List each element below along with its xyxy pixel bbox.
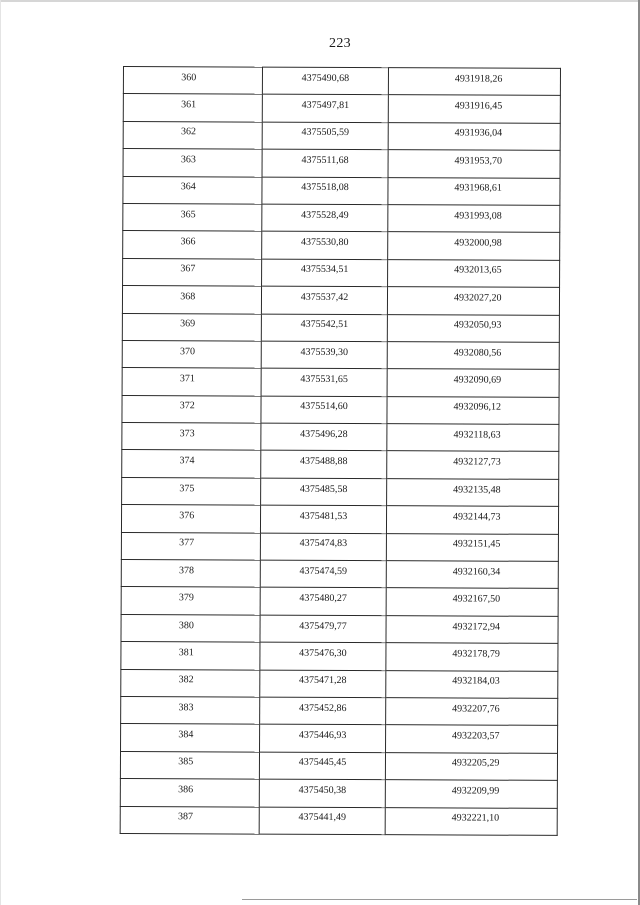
y-coordinate-cell [388,205,560,233]
table-row [123,176,560,205]
point-number-text: 385 [178,756,194,768]
table-row [122,450,559,479]
point-number-text: 377 [179,537,195,549]
table-row [121,560,558,589]
x-coordinate-cell [260,505,387,533]
x-coordinate-cell [261,314,388,342]
y-coordinate-cell [388,232,560,260]
x-coordinate-text: 4375496,28 [300,428,348,440]
x-coordinate-text: 4375471,28 [299,675,347,687]
x-coordinate-cell [262,122,389,150]
point-number-cell [121,696,260,724]
point-number-text: 379 [178,592,194,604]
y-coordinate-cell [386,752,558,780]
x-coordinate-text: 4375446,93 [298,729,347,742]
y-coordinate-text: 4931918,26 [454,73,503,85]
x-coordinate-cell [260,588,387,616]
y-coordinate-cell [386,670,558,698]
y-coordinate-text: 4932127,73 [453,456,501,468]
point-number-cell [122,395,261,423]
point-number-text: 371 [179,373,195,385]
table-row [120,751,557,780]
point-number-cell [121,642,260,670]
x-coordinate-cell [261,204,388,232]
point-number-text: 367 [180,263,196,275]
x-coordinate-cell [260,478,387,506]
x-coordinate-text: 4375542,51 [300,318,349,331]
x-coordinate-text: 4375514,60 [300,401,348,413]
x-coordinate-cell [261,259,388,287]
y-coordinate-cell [387,424,559,452]
table-row [121,696,558,725]
y-coordinate-cell [389,95,561,123]
point-number-text: 373 [179,428,195,440]
x-coordinate-text: 4375537,42 [300,291,349,303]
y-coordinate-cell [388,287,560,315]
page-number: 223 [329,36,351,51]
table-row [122,313,559,342]
point-number-cell [121,505,260,533]
table-row [121,532,558,561]
table-row [121,642,558,671]
table-row [122,340,559,369]
x-coordinate-text: 4375511,68 [301,154,349,166]
y-coordinate-cell [388,314,560,342]
point-number-text: 374 [179,455,195,467]
coordinates-table [120,66,561,836]
point-number-cell [122,477,261,505]
x-coordinate-cell [261,286,388,314]
y-coordinate-cell [388,259,560,287]
x-coordinate-text: 4375488,88 [300,455,348,468]
x-coordinate-cell [259,697,386,725]
table-row [120,806,557,835]
point-number-text: 362 [180,126,197,138]
y-coordinate-cell [389,68,561,96]
x-coordinate-cell [260,615,387,643]
x-coordinate-text: 4375490,68 [301,72,350,84]
y-coordinate-text: 4932144,73 [452,511,501,523]
y-coordinate-text: 4931968,61 [454,182,502,194]
y-coordinate-cell [389,122,561,150]
point-number-cell [123,231,262,259]
table-row [120,779,557,808]
y-coordinate-text: 4931936,04 [454,127,503,140]
y-coordinate-text: 4932090,69 [453,374,502,386]
table-row [122,368,559,397]
point-number-text: 365 [180,208,196,220]
y-coordinate-cell [387,506,559,534]
point-number-cell [123,94,262,122]
y-coordinate-cell [386,698,558,726]
point-number-cell [122,286,261,314]
point-number-text: 376 [179,510,195,522]
point-number-cell [121,560,260,588]
bottom-rule [242,899,637,900]
x-coordinate-text: 4375518,08 [301,182,349,194]
point-number-cell [121,724,260,752]
x-coordinate-text: 4375497,81 [301,99,350,112]
x-coordinate-cell [259,807,386,835]
y-coordinate-cell [387,561,559,589]
x-coordinate-cell [260,451,387,479]
y-coordinate-cell [387,479,559,507]
point-number-cell [120,751,259,779]
point-number-cell [123,121,262,149]
point-number-cell [122,313,261,341]
x-coordinate-cell [261,177,388,205]
y-coordinate-text: 4932207,76 [452,703,500,715]
point-number-text: 370 [179,345,196,357]
y-coordinate-text: 4932209,99 [451,785,500,797]
scan-top-edge [0,0,640,2]
point-number-text: 366 [180,236,196,248]
x-coordinate-cell [262,94,389,122]
point-number-text: 368 [180,291,196,303]
y-coordinate-cell [386,725,558,753]
y-coordinate-text: 4931916,45 [454,100,503,112]
table-row [123,149,560,178]
x-coordinate-text: 4375505,59 [301,127,349,139]
y-coordinate-text: 4932172,94 [452,620,501,633]
y-coordinate-text: 4932205,29 [451,757,500,770]
y-coordinate-cell [387,588,559,616]
x-coordinate-text: 4375480,27 [299,592,347,605]
table-row [123,203,560,232]
table-row [121,669,558,698]
x-coordinate-text: 4375474,59 [299,565,348,577]
table-row [122,286,559,315]
point-number-text: 364 [180,181,196,193]
x-coordinate-text: 4375534,51 [300,264,349,276]
x-coordinate-cell [261,231,388,259]
y-coordinate-text: 4932203,57 [452,730,500,742]
point-number-cell [123,176,262,204]
y-coordinate-cell [388,177,560,205]
point-number-cell [122,450,261,478]
y-coordinate-text: 4932050,93 [453,319,502,331]
y-coordinate-text: 4932167,50 [452,593,501,605]
table-row [121,587,558,616]
table-row [121,614,558,643]
point-number-text: 382 [178,674,194,686]
table-row [123,67,560,96]
x-coordinate-cell [259,752,386,780]
table-row [122,477,559,506]
table-row [121,724,558,753]
x-coordinate-text: 4375474,83 [299,538,348,550]
scan-left-edge [0,0,1,905]
y-coordinate-text: 4932184,03 [452,675,500,687]
y-coordinate-cell [387,451,559,479]
point-number-cell [122,423,261,451]
y-coordinate-cell [387,533,559,561]
y-coordinate-text: 4932135,48 [453,483,501,496]
point-number-text: 384 [178,729,194,741]
x-coordinate-cell [262,67,389,95]
x-coordinate-text: 4375531,65 [300,373,348,385]
y-coordinate-cell [388,342,560,370]
y-coordinate-cell [386,780,558,808]
point-number-text: 387 [177,811,194,823]
x-coordinate-cell [260,533,387,561]
x-coordinate-cell [259,779,386,807]
point-number-cell [120,779,259,807]
x-coordinate-text: 4375528,49 [301,209,349,221]
point-number-cell [122,368,261,396]
point-number-cell [122,340,261,368]
y-coordinate-cell [387,396,559,424]
y-coordinate-text: 4932013,65 [454,264,502,277]
x-coordinate-text: 4375539,30 [300,346,349,358]
coordinates-table-body [120,67,560,836]
point-number-cell [123,149,262,177]
table-row [123,258,560,287]
x-coordinate-text: 4375441,49 [298,812,346,824]
x-coordinate-text: 4375479,77 [299,620,347,632]
point-number-cell [123,67,262,95]
table-row [123,121,560,150]
table-row [123,94,560,123]
y-coordinate-text: 4932151,45 [452,538,501,550]
x-coordinate-text: 4375450,38 [298,784,347,796]
point-number-cell [123,258,262,286]
x-coordinate-text: 4375452,86 [298,702,347,714]
y-coordinate-text: 4931993,08 [454,210,502,222]
point-number-cell [123,203,262,231]
y-coordinate-text: 4932178,79 [452,648,500,660]
y-coordinate-text: 4932000,98 [454,237,502,249]
x-coordinate-text: 4375530,80 [300,236,349,249]
y-coordinate-text: 4932221,10 [451,812,500,824]
table-row [122,395,559,424]
table-row [121,505,558,534]
y-coordinate-text: 4932160,34 [452,566,501,578]
x-coordinate-text: 4375481,53 [299,510,348,522]
x-coordinate-text: 4375445,45 [298,757,347,769]
y-coordinate-cell [388,369,560,397]
point-number-text: 380 [178,619,194,631]
y-coordinate-cell [386,615,558,643]
y-coordinate-text: 4932080,56 [453,347,502,359]
y-coordinate-cell [386,643,558,671]
x-coordinate-cell [260,423,387,451]
x-coordinate-text: 4375476,30 [299,647,347,659]
x-coordinate-cell [261,368,388,396]
point-number-cell [121,532,260,560]
y-coordinate-cell [386,807,558,835]
x-coordinate-cell [259,670,386,698]
x-coordinate-cell [260,396,387,424]
point-number-cell [120,806,259,834]
point-number-text: 378 [179,564,195,577]
y-coordinate-text: 4931953,70 [454,155,503,167]
point-number-text: 383 [178,701,194,713]
table-row [123,231,560,260]
point-number-text: 386 [178,784,194,796]
point-number-cell [121,669,260,697]
x-coordinate-cell [259,724,386,752]
y-coordinate-text: 4932096,12 [453,401,502,414]
point-number-text: 361 [181,99,197,111]
x-coordinate-cell [262,149,389,177]
x-coordinate-text: 4375485,58 [299,483,348,495]
y-coordinate-cell [388,150,560,178]
point-number-text: 360 [181,71,197,84]
y-coordinate-text: 4932027,20 [453,292,502,304]
point-number-text: 363 [180,154,196,166]
y-coordinate-text: 4932118,63 [453,429,501,441]
point-number-text: 369 [180,318,196,330]
point-number-text: 375 [179,482,195,494]
x-coordinate-cell [259,642,386,670]
point-number-cell [121,587,260,615]
x-coordinate-cell [261,341,388,369]
point-number-text: 372 [179,400,195,412]
point-number-cell [121,614,260,642]
table-row [122,423,559,452]
point-number-text: 381 [178,647,194,659]
x-coordinate-cell [260,560,387,588]
